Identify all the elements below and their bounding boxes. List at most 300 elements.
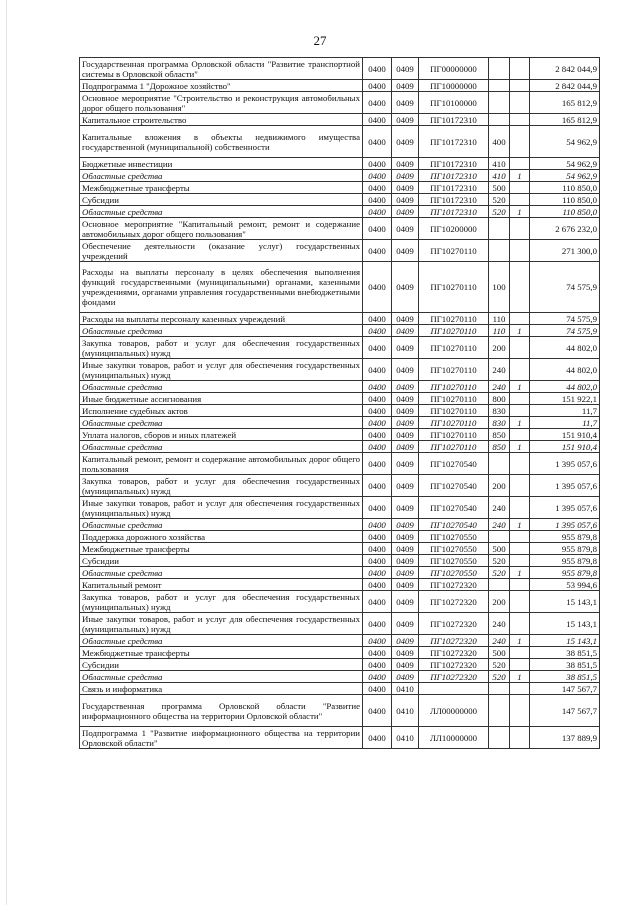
table-row [80, 613, 600, 635]
row-name-cell: Основное мероприятие "Капитальный ремонт, ремонт и содержание автомобильных дорог общего пользования" [80, 218, 363, 240]
row-chief-admin-code-cell: 0400 [363, 126, 392, 158]
row-amount-cell: 11,7 [530, 417, 600, 429]
table-row [80, 381, 600, 393]
row-name-cell: Уплата налогов, сборов и иных платежей [80, 429, 363, 441]
row-expense-type-cell [489, 453, 510, 475]
row-chief-admin-code-cell: 0400 [363, 519, 392, 531]
row-chief-admin-code-cell: 0400 [363, 337, 392, 359]
row-target-article-cell: ПГ10270550 [419, 531, 489, 543]
row-expense-type-cell: 850 [489, 441, 510, 453]
table-row [80, 543, 600, 555]
row-target-article-cell: ПГ10270110 [419, 381, 489, 393]
row-chief-admin-code-cell: 0400 [363, 405, 392, 417]
row-section-code-cell: 0409 [392, 405, 419, 417]
row-chief-admin-code-cell: 0400 [363, 58, 392, 80]
table-row [80, 417, 600, 429]
row-target-article-cell: ПГ10000000 [419, 80, 489, 92]
row-section-code-cell: 0409 [392, 659, 419, 671]
row-section-code-cell: 0409 [392, 80, 419, 92]
row-funding-source-cell [510, 591, 530, 613]
row-funding-source-cell [510, 114, 530, 126]
row-name-cell: Закупка товаров, работ и услуг для обеспечения государственных (муниципальных) нужд [80, 475, 363, 497]
row-chief-admin-code-cell: 0400 [363, 659, 392, 671]
row-funding-source-cell [510, 240, 530, 262]
row-funding-source-cell [510, 337, 530, 359]
row-funding-source-cell: 1 [510, 671, 530, 683]
row-expense-type-cell [489, 92, 510, 114]
row-chief-admin-code-cell: 0400 [363, 475, 392, 497]
table-row [80, 313, 600, 325]
row-chief-admin-code-cell: 0400 [363, 591, 392, 613]
row-expense-type-cell: 520 [489, 555, 510, 567]
row-amount-cell: 147 567,7 [530, 695, 600, 727]
row-section-code-cell: 0409 [392, 325, 419, 337]
row-chief-admin-code-cell: 0400 [363, 218, 392, 240]
row-expense-type-cell [489, 218, 510, 240]
row-section-code-cell: 0409 [392, 313, 419, 325]
row-funding-source-cell [510, 126, 530, 158]
row-section-code-cell: 0409 [392, 170, 419, 182]
row-section-code-cell: 0409 [392, 635, 419, 647]
row-expense-type-cell: 240 [489, 497, 510, 519]
row-amount-cell: 74 575,9 [530, 262, 600, 313]
row-name-cell: Межбюджетные трансферты [80, 647, 363, 659]
row-amount-cell: 38 851,5 [530, 659, 600, 671]
row-chief-admin-code-cell: 0400 [363, 417, 392, 429]
table-row [80, 683, 600, 695]
row-expense-type-cell: 410 [489, 170, 510, 182]
row-funding-source-cell [510, 727, 530, 749]
row-funding-source-cell [510, 262, 530, 313]
table-row [80, 194, 600, 206]
table-row [80, 579, 600, 591]
row-funding-source-cell [510, 531, 530, 543]
row-expense-type-cell [489, 58, 510, 80]
row-expense-type-cell: 520 [489, 567, 510, 579]
row-name-cell: Субсидии [80, 194, 363, 206]
row-funding-source-cell: 1 [510, 635, 530, 647]
row-name-cell: Обеспечение деятельности (оказание услуг) государственных учреждений [80, 240, 363, 262]
row-amount-cell: 38 851,5 [530, 647, 600, 659]
row-chief-admin-code-cell: 0400 [363, 262, 392, 313]
row-section-code-cell: 0409 [392, 92, 419, 114]
row-funding-source-cell [510, 429, 530, 441]
row-name-cell: Государственная программа Орловской области "Развитие информационного общества на территории Орловской области" [80, 695, 363, 727]
row-amount-cell: 110 850,0 [530, 182, 600, 194]
budget-table-container [79, 57, 600, 749]
row-name-cell: Областные средства [80, 417, 363, 429]
row-amount-cell: 955 879,8 [530, 567, 600, 579]
row-chief-admin-code-cell: 0400 [363, 453, 392, 475]
row-target-article-cell: ПГ10272320 [419, 647, 489, 659]
row-amount-cell: 955 879,8 [530, 531, 600, 543]
row-funding-source-cell: 1 [510, 381, 530, 393]
row-target-article-cell: ПГ10272320 [419, 613, 489, 635]
table-row [80, 429, 600, 441]
row-target-article-cell: ПГ10272320 [419, 671, 489, 683]
table-row [80, 671, 600, 683]
row-section-code-cell: 0409 [392, 429, 419, 441]
row-name-cell: Иные закупки товаров, работ и услуг для обеспечения государственных (муниципальных) нужд [80, 497, 363, 519]
row-amount-cell: 151 910,4 [530, 429, 600, 441]
row-amount-cell: 15 143,1 [530, 635, 600, 647]
row-expense-type-cell [489, 683, 510, 695]
row-amount-cell: 147 567,7 [530, 683, 600, 695]
row-section-code-cell: 0409 [392, 417, 419, 429]
row-funding-source-cell [510, 92, 530, 114]
row-amount-cell: 137 889,9 [530, 727, 600, 749]
row-amount-cell: 74 575,9 [530, 325, 600, 337]
row-amount-cell: 44 802,0 [530, 359, 600, 381]
row-chief-admin-code-cell: 0400 [363, 206, 392, 218]
row-funding-source-cell [510, 405, 530, 417]
scan-edge-line [6, 0, 7, 905]
table-row [80, 393, 600, 405]
row-amount-cell: 955 879,8 [530, 543, 600, 555]
row-target-article-cell: ПГ10270110 [419, 240, 489, 262]
row-chief-admin-code-cell: 0400 [363, 393, 392, 405]
row-funding-source-cell [510, 182, 530, 194]
row-amount-cell: 11,7 [530, 405, 600, 417]
row-expense-type-cell [489, 579, 510, 591]
row-amount-cell: 1 395 057,6 [530, 453, 600, 475]
table-row [80, 555, 600, 567]
budget-table [79, 57, 600, 749]
row-funding-source-cell [510, 218, 530, 240]
row-target-article-cell: ПГ10272320 [419, 579, 489, 591]
table-row [80, 80, 600, 92]
row-expense-type-cell [489, 80, 510, 92]
table-row [80, 727, 600, 749]
row-expense-type-cell: 240 [489, 359, 510, 381]
table-row [80, 519, 600, 531]
row-funding-source-cell: 1 [510, 206, 530, 218]
row-target-article-cell: ПГ10270110 [419, 393, 489, 405]
row-target-article-cell: ПГ10270110 [419, 429, 489, 441]
row-chief-admin-code-cell: 0400 [363, 555, 392, 567]
row-target-article-cell: ПГ10270110 [419, 337, 489, 359]
row-chief-admin-code-cell: 0400 [363, 613, 392, 635]
row-section-code-cell: 0409 [392, 453, 419, 475]
row-expense-type-cell: 520 [489, 194, 510, 206]
row-target-article-cell: ПГ10270110 [419, 359, 489, 381]
row-target-article-cell: ПГ10270110 [419, 417, 489, 429]
row-expense-type-cell: 410 [489, 158, 510, 170]
row-funding-source-cell [510, 497, 530, 519]
row-target-article-cell: ПГ10272320 [419, 591, 489, 613]
row-section-code-cell: 0409 [392, 393, 419, 405]
row-section-code-cell: 0409 [392, 613, 419, 635]
row-expense-type-cell: 240 [489, 635, 510, 647]
row-amount-cell: 165 812,9 [530, 114, 600, 126]
row-chief-admin-code-cell: 0400 [363, 579, 392, 591]
row-expense-type-cell: 500 [489, 543, 510, 555]
table-row [80, 58, 600, 80]
row-amount-cell: 1 395 057,6 [530, 475, 600, 497]
table-row [80, 325, 600, 337]
row-section-code-cell: 0409 [392, 158, 419, 170]
row-funding-source-cell [510, 579, 530, 591]
row-chief-admin-code-cell: 0400 [363, 727, 392, 749]
row-name-cell: Капитальный ремонт [80, 579, 363, 591]
row-name-cell: Капитальные вложения в объекты недвижимого имущества государственной (муниципальной) собственности [80, 126, 363, 158]
row-target-article-cell: ПГ10172310 [419, 114, 489, 126]
row-amount-cell: 44 802,0 [530, 337, 600, 359]
row-target-article-cell: ПГ10270540 [419, 453, 489, 475]
row-expense-type-cell: 200 [489, 591, 510, 613]
row-section-code-cell: 0409 [392, 206, 419, 218]
table-row [80, 453, 600, 475]
row-amount-cell: 54 962,9 [530, 170, 600, 182]
row-expense-type-cell [489, 727, 510, 749]
row-name-cell: Основное мероприятие "Строительство и реконструкция автомобильных дорог общего пользования" [80, 92, 363, 114]
table-row [80, 567, 600, 579]
row-expense-type-cell [489, 240, 510, 262]
row-amount-cell: 54 962,9 [530, 158, 600, 170]
table-row [80, 158, 600, 170]
row-name-cell: Расходы на выплаты персоналу казенных учреждений [80, 313, 363, 325]
row-chief-admin-code-cell: 0400 [363, 80, 392, 92]
budget-table-body [80, 58, 600, 749]
row-name-cell: Иные бюджетные ассигнования [80, 393, 363, 405]
row-expense-type-cell: 800 [489, 393, 510, 405]
row-name-cell: Межбюджетные трансферты [80, 543, 363, 555]
row-target-article-cell: ПГ10172310 [419, 158, 489, 170]
row-chief-admin-code-cell: 0400 [363, 381, 392, 393]
row-chief-admin-code-cell: 0400 [363, 325, 392, 337]
row-expense-type-cell: 500 [489, 182, 510, 194]
row-name-cell: Государственная программа Орловской области "Развитие транспортной системы в Орловской области" [80, 58, 363, 80]
row-expense-type-cell: 100 [489, 262, 510, 313]
table-row [80, 240, 600, 262]
row-name-cell: Подпрограмма 1 "Дорожное хозяйство" [80, 80, 363, 92]
row-section-code-cell: 0409 [392, 114, 419, 126]
row-section-code-cell: 0409 [392, 381, 419, 393]
row-target-article-cell: ЛЛ00000000 [419, 695, 489, 727]
row-funding-source-cell: 1 [510, 325, 530, 337]
row-name-cell: Связь и информатика [80, 683, 363, 695]
row-section-code-cell: 0409 [392, 497, 419, 519]
row-target-article-cell: ПГ10270110 [419, 262, 489, 313]
table-row [80, 206, 600, 218]
row-chief-admin-code-cell: 0400 [363, 182, 392, 194]
page-number: 27 [313, 33, 327, 48]
row-amount-cell: 44 802,0 [530, 381, 600, 393]
row-chief-admin-code-cell: 0400 [363, 359, 392, 381]
row-name-cell: Закупка товаров, работ и услуг для обеспечения государственных (муниципальных) нужд [80, 591, 363, 613]
row-funding-source-cell [510, 453, 530, 475]
row-expense-type-cell [489, 531, 510, 543]
row-expense-type-cell: 110 [489, 325, 510, 337]
row-amount-cell: 15 143,1 [530, 591, 600, 613]
row-chief-admin-code-cell: 0400 [363, 194, 392, 206]
row-name-cell: Капитальный ремонт, ремонт и содержание автомобильных дорог общего пользования [80, 453, 363, 475]
table-row [80, 170, 600, 182]
row-expense-type-cell: 500 [489, 647, 510, 659]
table-row [80, 405, 600, 417]
row-target-article-cell: ПГ10270110 [419, 441, 489, 453]
row-amount-cell: 74 575,9 [530, 313, 600, 325]
row-chief-admin-code-cell: 0400 [363, 695, 392, 727]
row-section-code-cell: 0409 [392, 591, 419, 613]
row-section-code-cell: 0409 [392, 240, 419, 262]
row-funding-source-cell [510, 80, 530, 92]
row-target-article-cell: ПГ10172310 [419, 206, 489, 218]
row-amount-cell: 151 910,4 [530, 441, 600, 453]
row-funding-source-cell: 1 [510, 567, 530, 579]
row-section-code-cell: 0409 [392, 475, 419, 497]
row-section-code-cell: 0410 [392, 695, 419, 727]
row-name-cell: Закупка товаров, работ и услуг для обеспечения государственных (муниципальных) нужд [80, 337, 363, 359]
row-chief-admin-code-cell: 0400 [363, 647, 392, 659]
row-name-cell: Поддержка дорожного хозяйства [80, 531, 363, 543]
row-section-code-cell: 0409 [392, 671, 419, 683]
table-row [80, 647, 600, 659]
row-amount-cell: 15 143,1 [530, 613, 600, 635]
row-section-code-cell: 0409 [392, 531, 419, 543]
row-expense-type-cell: 520 [489, 659, 510, 671]
row-expense-type-cell: 110 [489, 313, 510, 325]
row-name-cell: Подпрограмма 1 "Развитие информационного общества на территории Орловской области" [80, 727, 363, 749]
row-section-code-cell: 0409 [392, 567, 419, 579]
row-section-code-cell: 0409 [392, 337, 419, 359]
row-funding-source-cell [510, 613, 530, 635]
row-funding-source-cell [510, 393, 530, 405]
row-funding-source-cell [510, 555, 530, 567]
row-funding-source-cell [510, 683, 530, 695]
row-target-article-cell: ПГ10172310 [419, 126, 489, 158]
row-section-code-cell: 0409 [392, 126, 419, 158]
row-chief-admin-code-cell: 0400 [363, 92, 392, 114]
row-target-article-cell: ПГ10270550 [419, 543, 489, 555]
row-chief-admin-code-cell: 0400 [363, 313, 392, 325]
table-row [80, 337, 600, 359]
row-name-cell: Субсидии [80, 555, 363, 567]
row-expense-type-cell: 830 [489, 417, 510, 429]
row-chief-admin-code-cell: 0400 [363, 429, 392, 441]
row-name-cell: Областные средства [80, 381, 363, 393]
table-row [80, 218, 600, 240]
row-funding-source-cell [510, 194, 530, 206]
row-target-article-cell: ЛЛ10000000 [419, 727, 489, 749]
row-amount-cell: 1 395 057,6 [530, 497, 600, 519]
row-name-cell: Областные средства [80, 325, 363, 337]
row-amount-cell: 110 850,0 [530, 206, 600, 218]
row-target-article-cell: ПГ10272320 [419, 659, 489, 671]
row-name-cell: Областные средства [80, 441, 363, 453]
row-target-article-cell: ПГ10270540 [419, 475, 489, 497]
row-name-cell: Областные средства [80, 519, 363, 531]
row-target-article-cell: ПГ10270550 [419, 567, 489, 579]
row-target-article-cell: ПГ00000000 [419, 58, 489, 80]
row-target-article-cell: ПГ10270550 [419, 555, 489, 567]
row-section-code-cell: 0409 [392, 555, 419, 567]
row-name-cell: Расходы на выплаты персоналу в целях обеспечения выполнения функций государственными (муниципальными) органами, казенными учреждениями, органами управления государственными внебюджетными фондами [80, 262, 363, 313]
row-chief-admin-code-cell: 0400 [363, 531, 392, 543]
row-target-article-cell: ПГ10270110 [419, 325, 489, 337]
row-section-code-cell: 0409 [392, 218, 419, 240]
row-expense-type-cell: 200 [489, 337, 510, 359]
row-name-cell: Субсидии [80, 659, 363, 671]
row-chief-admin-code-cell: 0400 [363, 543, 392, 555]
row-target-article-cell: ПГ10172310 [419, 182, 489, 194]
row-funding-source-cell [510, 695, 530, 727]
row-funding-source-cell [510, 659, 530, 671]
table-row [80, 497, 600, 519]
row-name-cell: Областные средства [80, 170, 363, 182]
row-section-code-cell: 0409 [392, 182, 419, 194]
row-chief-admin-code-cell: 0400 [363, 114, 392, 126]
row-name-cell: Исполнение судебных актов [80, 405, 363, 417]
row-name-cell: Областные средства [80, 671, 363, 683]
row-name-cell: Межбюджетные трансферты [80, 182, 363, 194]
row-section-code-cell: 0409 [392, 519, 419, 531]
row-expense-type-cell [489, 114, 510, 126]
table-row [80, 475, 600, 497]
row-funding-source-cell [510, 158, 530, 170]
table-row [80, 695, 600, 727]
row-chief-admin-code-cell: 0400 [363, 635, 392, 647]
row-section-code-cell: 0409 [392, 359, 419, 381]
table-row [80, 531, 600, 543]
row-section-code-cell: 0409 [392, 543, 419, 555]
row-target-article-cell: ПГ10272320 [419, 635, 489, 647]
row-amount-cell: 2 842 044,9 [530, 58, 600, 80]
row-name-cell: Областные средства [80, 635, 363, 647]
row-name-cell: Областные средства [80, 567, 363, 579]
row-amount-cell: 151 922,1 [530, 393, 600, 405]
row-amount-cell: 271 300,0 [530, 240, 600, 262]
row-name-cell: Капитальное строительство [80, 114, 363, 126]
row-chief-admin-code-cell: 0400 [363, 240, 392, 262]
row-funding-source-cell [510, 313, 530, 325]
table-row [80, 659, 600, 671]
row-amount-cell: 110 850,0 [530, 194, 600, 206]
row-expense-type-cell: 520 [489, 206, 510, 218]
row-target-article-cell: ПГ10270540 [419, 497, 489, 519]
row-name-cell: Бюджетные инвестиции [80, 158, 363, 170]
row-section-code-cell: 0410 [392, 683, 419, 695]
table-row [80, 182, 600, 194]
row-name-cell: Иные закупки товаров, работ и услуг для обеспечения государственных (муниципальных) нужд [80, 359, 363, 381]
row-name-cell: Иные закупки товаров, работ и услуг для обеспечения государственных (муниципальных) нужд [80, 613, 363, 635]
row-expense-type-cell: 200 [489, 475, 510, 497]
row-funding-source-cell: 1 [510, 417, 530, 429]
row-chief-admin-code-cell: 0400 [363, 567, 392, 579]
row-expense-type-cell: 240 [489, 613, 510, 635]
row-target-article-cell: ПГ10270540 [419, 519, 489, 531]
row-name-cell: Областные средства [80, 206, 363, 218]
row-funding-source-cell: 1 [510, 441, 530, 453]
table-row [80, 262, 600, 313]
row-amount-cell: 165 812,9 [530, 92, 600, 114]
row-funding-source-cell [510, 647, 530, 659]
row-chief-admin-code-cell: 0400 [363, 497, 392, 519]
row-target-article-cell: ПГ10100000 [419, 92, 489, 114]
row-expense-type-cell: 850 [489, 429, 510, 441]
row-target-article-cell: ПГ10270110 [419, 313, 489, 325]
row-expense-type-cell [489, 695, 510, 727]
row-expense-type-cell: 520 [489, 671, 510, 683]
table-row [80, 92, 600, 114]
row-chief-admin-code-cell: 0400 [363, 671, 392, 683]
row-expense-type-cell: 240 [489, 381, 510, 393]
row-target-article-cell: ПГ10200000 [419, 218, 489, 240]
row-section-code-cell: 0409 [392, 647, 419, 659]
row-amount-cell: 2 676 232,0 [530, 218, 600, 240]
row-chief-admin-code-cell: 0400 [363, 170, 392, 182]
table-row [80, 114, 600, 126]
